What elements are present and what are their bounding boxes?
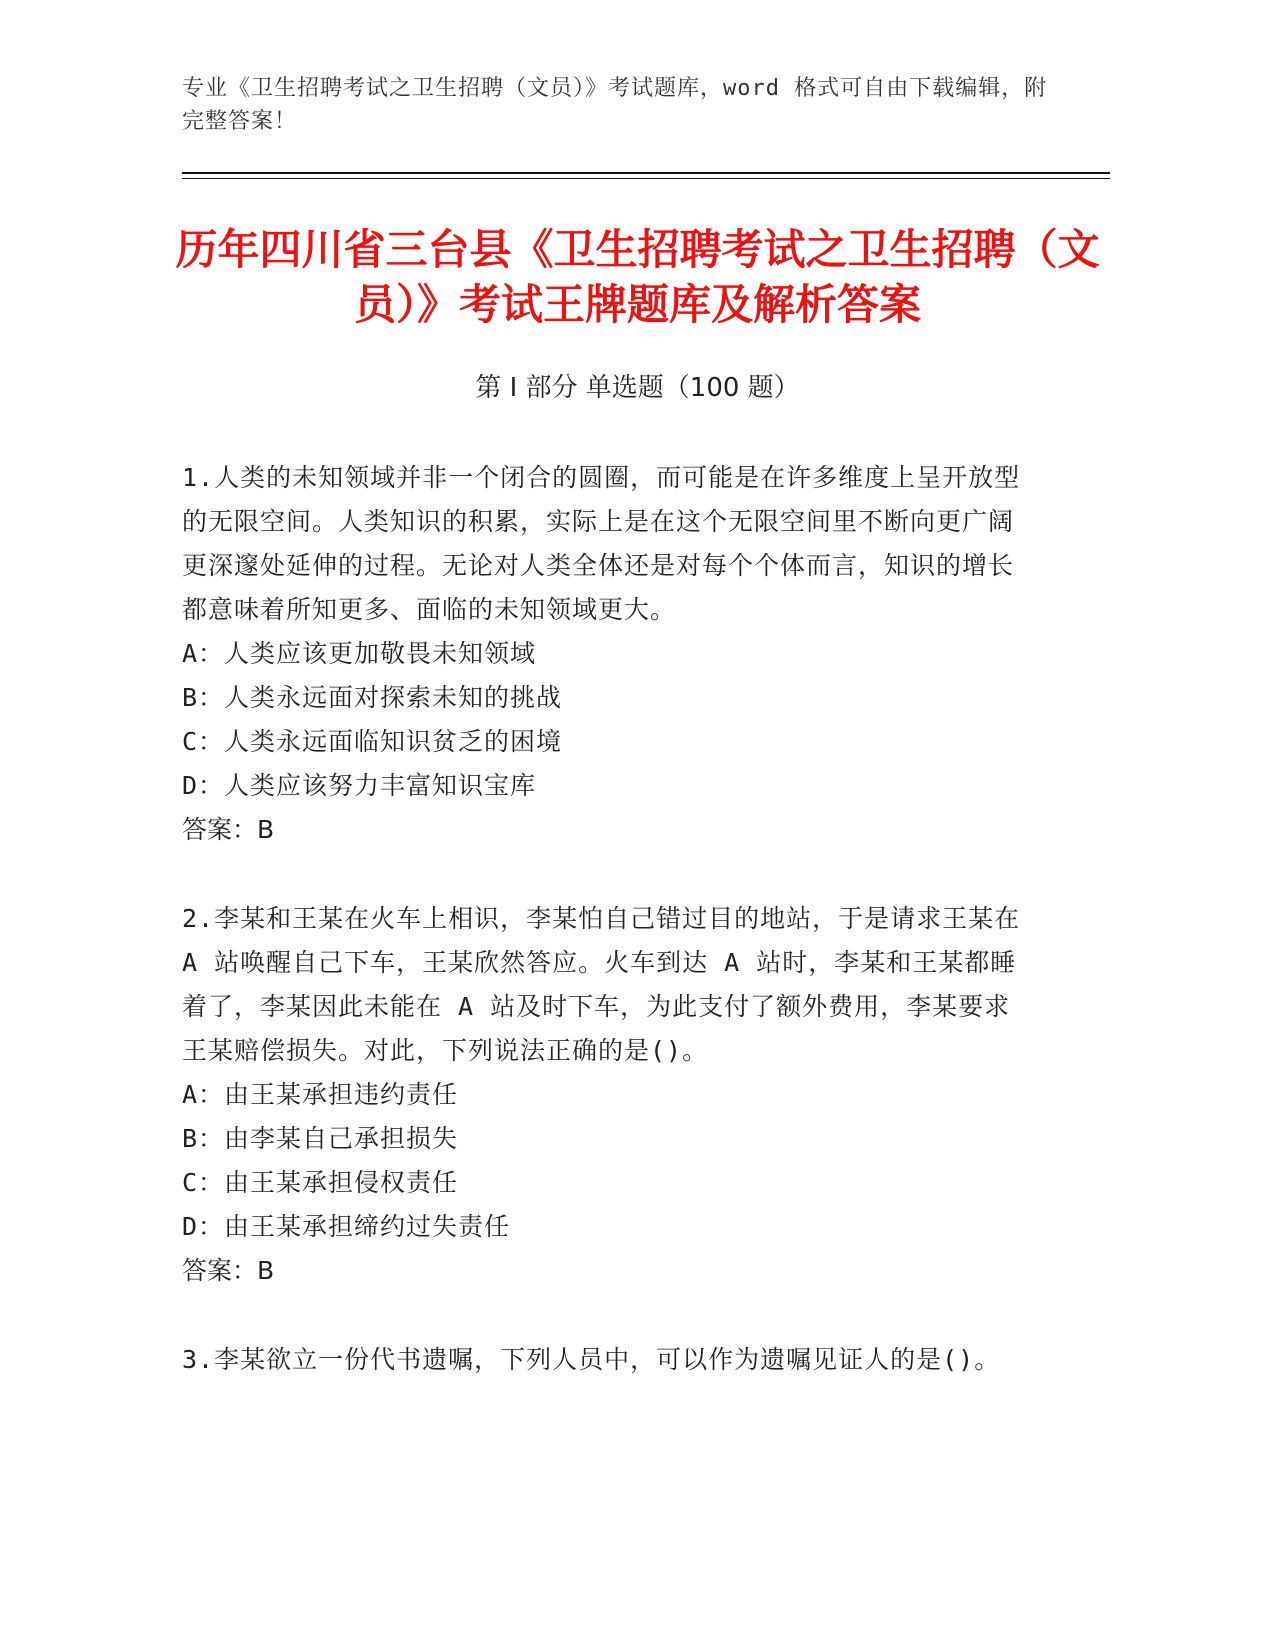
question-3 — [182, 1338, 1022, 1382]
option-d: D：人类应该努力丰富知识宝库 — [182, 771, 537, 800]
header-divider — [182, 172, 1110, 174]
question-stem: 3.李某欲立一份代书遗嘱，下列人员中，可以作为遗嘱见证人的是()。 — [182, 1345, 1001, 1374]
answer-line: 答案：B — [182, 815, 275, 844]
option-b: B：人类永远面对探索未知的挑战 — [182, 683, 563, 712]
section-title: 第 I 部分 单选题（100 题） — [475, 373, 800, 403]
header-divider-thin — [182, 178, 1110, 179]
option-d: D：由王某承担缔约过失责任 — [182, 1212, 511, 1241]
question-stem: 1.人类的未知领域并非一个闭合的圆圈，而可能是在许多维度上呈开放型的无限空间。人类知识的积累，实际上是在这个无限空间里不断向更广阔更深邃处延伸的过程。无论对人类全体还是对每个个体而言，知识的增长都意味着所知更多、面临的未知领域更大。 — [182, 463, 1021, 624]
question-1 — [182, 456, 1022, 852]
question-list — [182, 456, 1022, 1427]
option-c: C：由王某承担侵权责任 — [182, 1168, 459, 1197]
option-c: C：人类永远面临知识贫乏的困境 — [182, 727, 563, 756]
option-b: B：由李某自己承担损失 — [182, 1124, 459, 1153]
answer-line: 答案：B — [182, 1256, 275, 1285]
question-2 — [182, 897, 1022, 1293]
question-stem: 2.李某和王某在火车上相识，李某怕自己错过目的地站，于是请求王某在 A 站唤醒自己下车，王某欣然答应。火车到达 A 站时，李某和王某都睡着了，李某因此未能在 A 站及时下车，为此支付了额外费用，李某要求王某赔偿损失。对此，下列说法正确的是()。 — [182, 904, 1021, 1065]
option-a: A：人类应该更加敬畏未知领域 — [182, 639, 537, 668]
option-a: A：由王某承担违约责任 — [182, 1080, 459, 1109]
document-title: 历年四川省三台县《卫生招聘考试之卫生招聘（文员）》考试王牌题库及解析答案 — [175, 225, 1100, 329]
header-note: 专业《卫生招聘考试之卫生招聘（文员）》考试题库，word 格式可自由下载编辑，附完整答案！ — [182, 76, 1048, 134]
